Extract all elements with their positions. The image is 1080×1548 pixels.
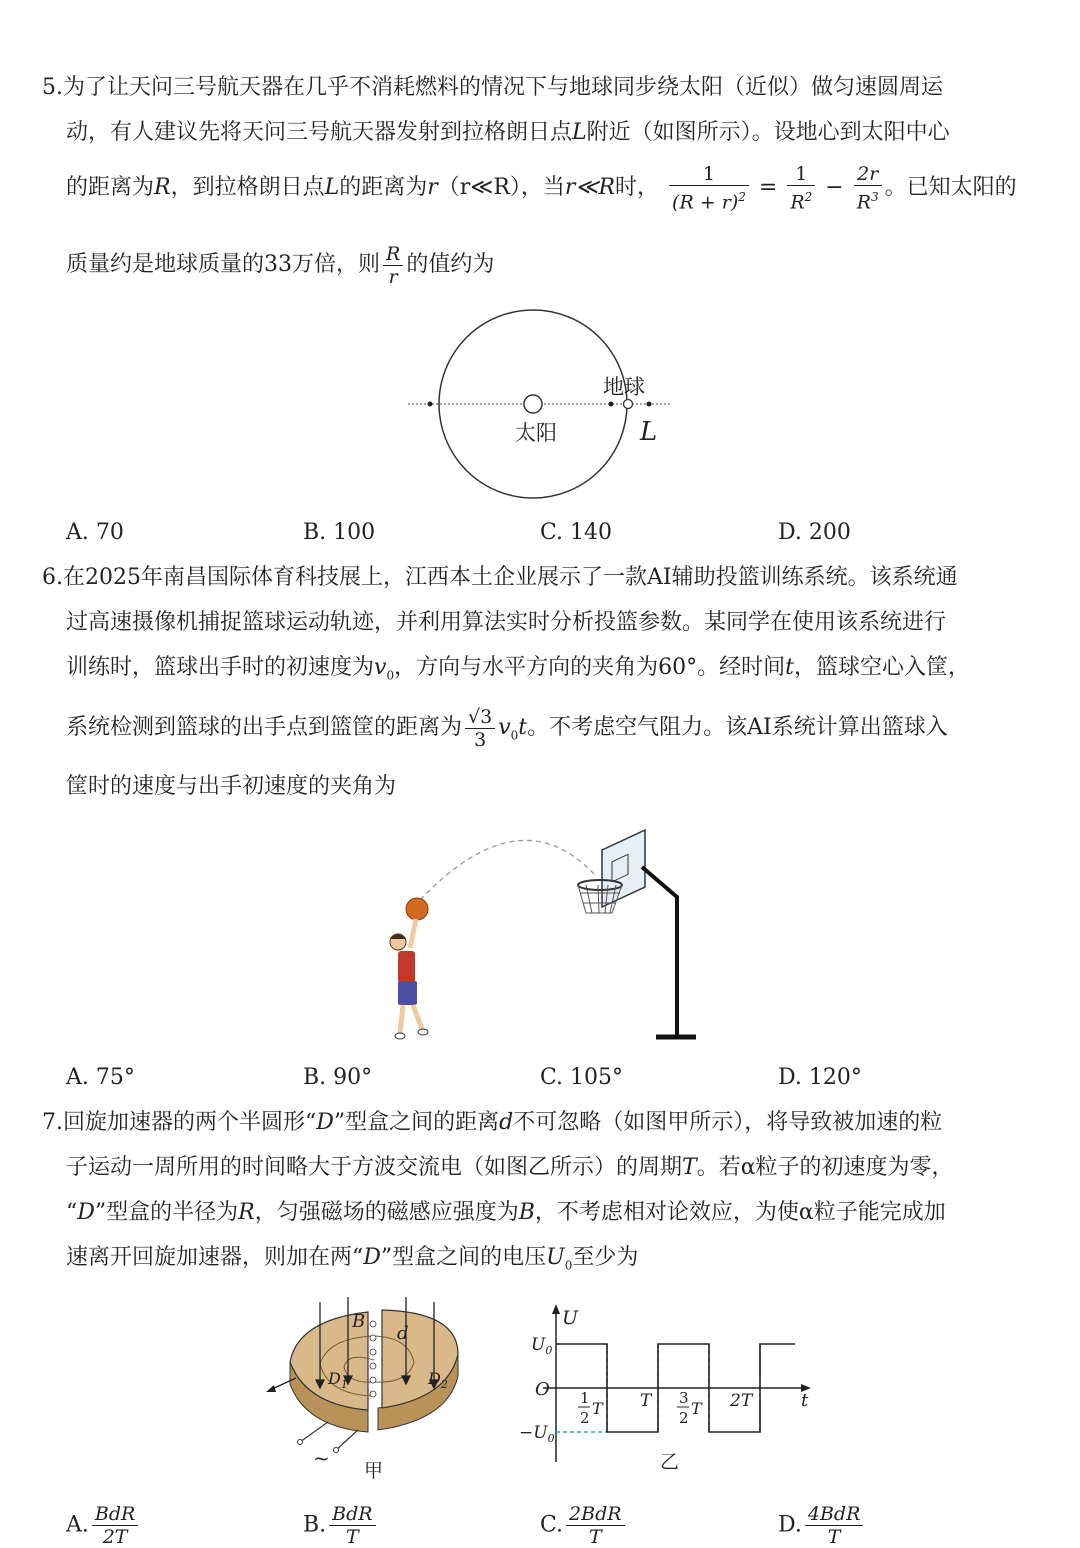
q7-text-1a: 回旋加速器的两个半圆形“ (63, 1110, 317, 1135)
q5-text-3a: 的距离为 (66, 175, 155, 201)
q6-option-b[interactable]: B. 90° (303, 1065, 373, 1090)
q7-text-2a: 子运动一周所用的时间略大于方波交流电（如图乙所示）的周期 (66, 1155, 683, 1180)
player-shoe-left (395, 1033, 405, 1039)
q5-line1 (42, 73, 943, 103)
player-shirt (398, 951, 415, 983)
q5-frac1-den-exp: 2 (738, 190, 746, 204)
q6-number: 6. (42, 565, 63, 590)
q7-option-d-num: 4BdR (805, 1503, 864, 1526)
q7-var-D3: D (363, 1245, 381, 1270)
q7-option-c-num: 2BdR (566, 1503, 625, 1526)
q5-frac-3 (854, 163, 882, 213)
earth-circle (624, 400, 633, 409)
q7-var-d: d (499, 1110, 514, 1135)
q7-var-U: U (546, 1245, 565, 1270)
q6-line5: 筐时的速度与出手初速度的夹角为 (66, 774, 397, 799)
q6-frac-den: 3 (474, 728, 487, 751)
label-B: B (352, 1311, 366, 1332)
q5-text-2a: 动，有人建议先将天问三号航天器发射到拉格朗日点 (66, 120, 573, 145)
q7-option-a-letter: A. (66, 1512, 89, 1538)
q7-option-a-den: 2T (102, 1526, 128, 1548)
q6-var-v2-sub: 0 (510, 728, 519, 743)
q5-frac3-num: 2r (854, 163, 882, 186)
q6-line4 (66, 703, 948, 760)
q7-option-b-den: T (346, 1526, 359, 1548)
q7-cyclotron-figure (258, 1292, 483, 1487)
q5-frac3-den-base: R (856, 191, 872, 214)
q6-text-1: 在2025年南昌国际体育科技展上，江西本土企业展示了一款AI辅助投篮训练系统。该系统通 (63, 565, 958, 590)
q5-frac3-den-exp: 3 (871, 190, 879, 204)
ball-trajectory (420, 840, 595, 900)
label-U0-sub: 0 (545, 1344, 553, 1357)
q7-option-a[interactable] (66, 1503, 141, 1548)
q6-var-t: t (785, 655, 794, 680)
q7-var-D2: D (77, 1200, 95, 1225)
q5-number: 5. (42, 75, 63, 100)
q6-text-3a: 训练时，篮球出手时的初速度为 (66, 655, 375, 680)
q7-square-wave-figure (515, 1302, 815, 1477)
q5-cond: r≪R (564, 175, 616, 201)
q5-text-4b: 的值约为 (406, 252, 495, 277)
label-negU0-sub: 0 (547, 1432, 555, 1445)
tick-half-num: 1 (580, 1389, 590, 1407)
label-U: U (562, 1307, 579, 1329)
q5-var-r: r (427, 175, 438, 201)
label-D1-sub: 1 (340, 1378, 348, 1391)
q5-var-L: L (572, 120, 587, 145)
q7-line3 (66, 1198, 946, 1228)
q5-text-3g: （r≪R），当 (437, 175, 565, 201)
label-D2-sub: 2 (440, 1378, 448, 1391)
q6-text-4a: 系统检测到篮球的出手点到篮筐的距离为 (66, 715, 463, 740)
q6-var-v2: v (498, 715, 511, 740)
q7-var-B: B (518, 1200, 535, 1225)
left-point (428, 402, 433, 407)
hoop-pole (642, 867, 677, 1037)
sun-label: 太阳 (515, 421, 557, 445)
q6-frac (465, 706, 495, 751)
lead-right (336, 1430, 358, 1450)
q5-text-3i: 时， (615, 175, 660, 201)
q6-text-3e: ，篮球空心入筐， (793, 655, 970, 680)
q5-text-2c: 附近（如图所示）。设地心到太阳中心 (586, 120, 950, 145)
lead-left (300, 1422, 328, 1442)
q7-text-1c: ”型盒之间的距离 (333, 1110, 500, 1135)
q5-frac2-num: 1 (787, 163, 815, 186)
tick-2T: 2T (730, 1391, 753, 1411)
q6-var-v: v (374, 655, 387, 680)
q5-text-1: 为了让天问三号航天器在几乎不消耗燃料的情况下与地球同步绕太阳（近似）做匀速圆周运 (63, 75, 944, 100)
q6-option-a[interactable]: A. 75° (66, 1065, 135, 1090)
q7-text-1e: 不可忽略（如图甲所示），将导致被加速的粒 (513, 1110, 943, 1135)
q7-text-4a: 速离开回旋加速器，则加在两“ (66, 1245, 364, 1270)
q7-text-3c: ”型盒的半径为 (94, 1200, 239, 1225)
tick-three-T: T (691, 1399, 702, 1418)
label-negU0-base: −U (519, 1423, 548, 1443)
q6-frac-num: √3 (465, 706, 495, 729)
tick-half-den: 2 (580, 1409, 590, 1427)
q6-line2: 过高速摄像机捕捉篮球运动轨迹，并利用算法实时分析投篮参数。某同学在使用该系统进行 (66, 610, 947, 635)
q7-var-D: D (316, 1110, 334, 1135)
q5-line2 (66, 118, 950, 148)
q5-text-3e: 的距离为 (339, 175, 428, 201)
q6-var-v-sub: 0 (386, 668, 395, 683)
player-arm-up (410, 919, 416, 948)
label-negU0 (519, 1423, 555, 1445)
L-label: L (640, 417, 658, 447)
q5-frac-4 (383, 243, 403, 288)
q7-option-a-num: BdR (92, 1503, 138, 1526)
q6-basketball-figure (380, 815, 710, 1050)
q5-option-b[interactable]: B. 100 (303, 520, 376, 545)
q5-var-L2: L (324, 175, 340, 201)
q5-var-R: R (154, 175, 171, 201)
q6-text-3c: ，方向与水平方向的夹角为60°。经时间 (394, 655, 786, 680)
player-leg-left (400, 1005, 403, 1033)
q5-frac-1 (669, 163, 749, 213)
label-D1-base: D (328, 1369, 341, 1388)
q7-var-U-sub: 0 (564, 1258, 573, 1273)
q7-option-b-letter: B. (303, 1512, 327, 1538)
earth-label: 地球 (603, 375, 645, 399)
q7-text-3a: “ (66, 1200, 78, 1225)
q5-orbit-figure (400, 300, 690, 505)
label-O: O (535, 1379, 550, 1400)
label-t: t (801, 1390, 809, 1411)
label-U0-base: U (531, 1335, 546, 1355)
q6-option-d[interactable]: D. 120° (778, 1065, 862, 1090)
q7-var-T: T (682, 1155, 697, 1180)
q5-frac2-den-exp: 2 (804, 190, 813, 204)
q5-text-3c: ，到拉格朗日点 (170, 175, 325, 201)
q6-option-c[interactable]: C. 105° (540, 1065, 624, 1090)
q7-option-d-den: T (827, 1526, 841, 1548)
q5-line4 (66, 240, 494, 290)
q7-text-4c: ”型盒之间的电压 (380, 1245, 547, 1270)
q5-frac3-den (854, 186, 882, 213)
q5-text-3j: 。已知太阳的 (884, 175, 1017, 201)
q5-minus: − (825, 175, 844, 201)
q5-option-a[interactable]: A. 70 (66, 520, 124, 545)
q5-frac2-den (787, 186, 815, 213)
player-leg-right (413, 1005, 422, 1029)
tick-half-T: T (592, 1399, 603, 1418)
basketball (406, 898, 428, 920)
exit-arrowhead (266, 1385, 276, 1392)
label-ac-source: ~ (313, 1446, 330, 1470)
q6-line1 (42, 563, 958, 593)
q7-option-a-frac (92, 1503, 138, 1548)
q7-option-b[interactable] (303, 1503, 379, 1548)
caption-yi: 乙 (660, 1451, 680, 1473)
q7-option-c-frac (566, 1503, 625, 1548)
lagrange-point-L (647, 402, 652, 407)
q7-text-3e: ，匀强磁场的磁感应强度为 (254, 1200, 519, 1225)
label-d: d (397, 1323, 409, 1344)
q5-frac4-den: r (388, 265, 398, 288)
q7-option-c[interactable] (540, 1503, 628, 1548)
player-shorts (398, 981, 417, 1005)
q7-option-d-frac (805, 1503, 864, 1548)
q5-frac4-num: R (383, 243, 403, 266)
terminal-left (298, 1440, 303, 1445)
q7-text-2c: 。若α粒子的初速度为零， (696, 1155, 954, 1180)
q7-line4 (66, 1243, 638, 1280)
label-D2-base: D (428, 1369, 441, 1388)
backboard (602, 830, 645, 907)
q7-text-3g: ，不考虑相对论效应，为使α粒子能完成加 (534, 1200, 946, 1225)
q5-option-d[interactable]: D. 200 (778, 520, 851, 545)
q6-var-t2: t (518, 715, 528, 740)
q7-option-c-den: T (588, 1526, 602, 1548)
q5-frac2-den-base: R (790, 191, 805, 214)
tick-three-den: 2 (679, 1409, 689, 1427)
q7-option-b-num: BdR (329, 1503, 375, 1526)
q7-text-4e: 至少为 (572, 1245, 639, 1270)
q5-option-c[interactable]: C. 140 (540, 520, 613, 545)
q7-var-R: R (238, 1200, 255, 1225)
q5-line3 (66, 163, 1017, 213)
q7-number: 7. (42, 1110, 63, 1135)
q7-option-d-letter: D. (778, 1512, 802, 1538)
q7-option-c-letter: C. (540, 1512, 564, 1538)
terminal-right (334, 1448, 339, 1453)
q5-frac-2 (787, 163, 815, 213)
label-U0 (531, 1335, 552, 1357)
q6-line3 (66, 653, 970, 690)
q7-line1 (42, 1108, 942, 1138)
q5-frac1-den (669, 186, 749, 213)
inner-point (609, 402, 614, 407)
q5-frac1-den-base: (R + r) (672, 191, 739, 214)
u-axis-arrow (552, 1304, 560, 1314)
q6-text-4d: 。不考虑空气阻力。该AI系统计算出篮球入 (527, 715, 948, 740)
player-shoe-right (418, 1029, 428, 1035)
tick-three-num: 3 (679, 1389, 689, 1407)
q5-text-4a: 质量约是地球质量的33万倍，则 (66, 252, 380, 277)
q7-line2 (66, 1153, 954, 1183)
caption-jia: 甲 (364, 1460, 384, 1482)
q7-option-b-frac (329, 1503, 375, 1548)
q5-eq: = (758, 175, 778, 201)
player-hair (390, 934, 406, 939)
q7-option-d[interactable] (778, 1503, 866, 1548)
tick-T: T (640, 1391, 652, 1411)
sun-circle (524, 395, 542, 413)
q5-frac1-num: 1 (669, 163, 749, 186)
